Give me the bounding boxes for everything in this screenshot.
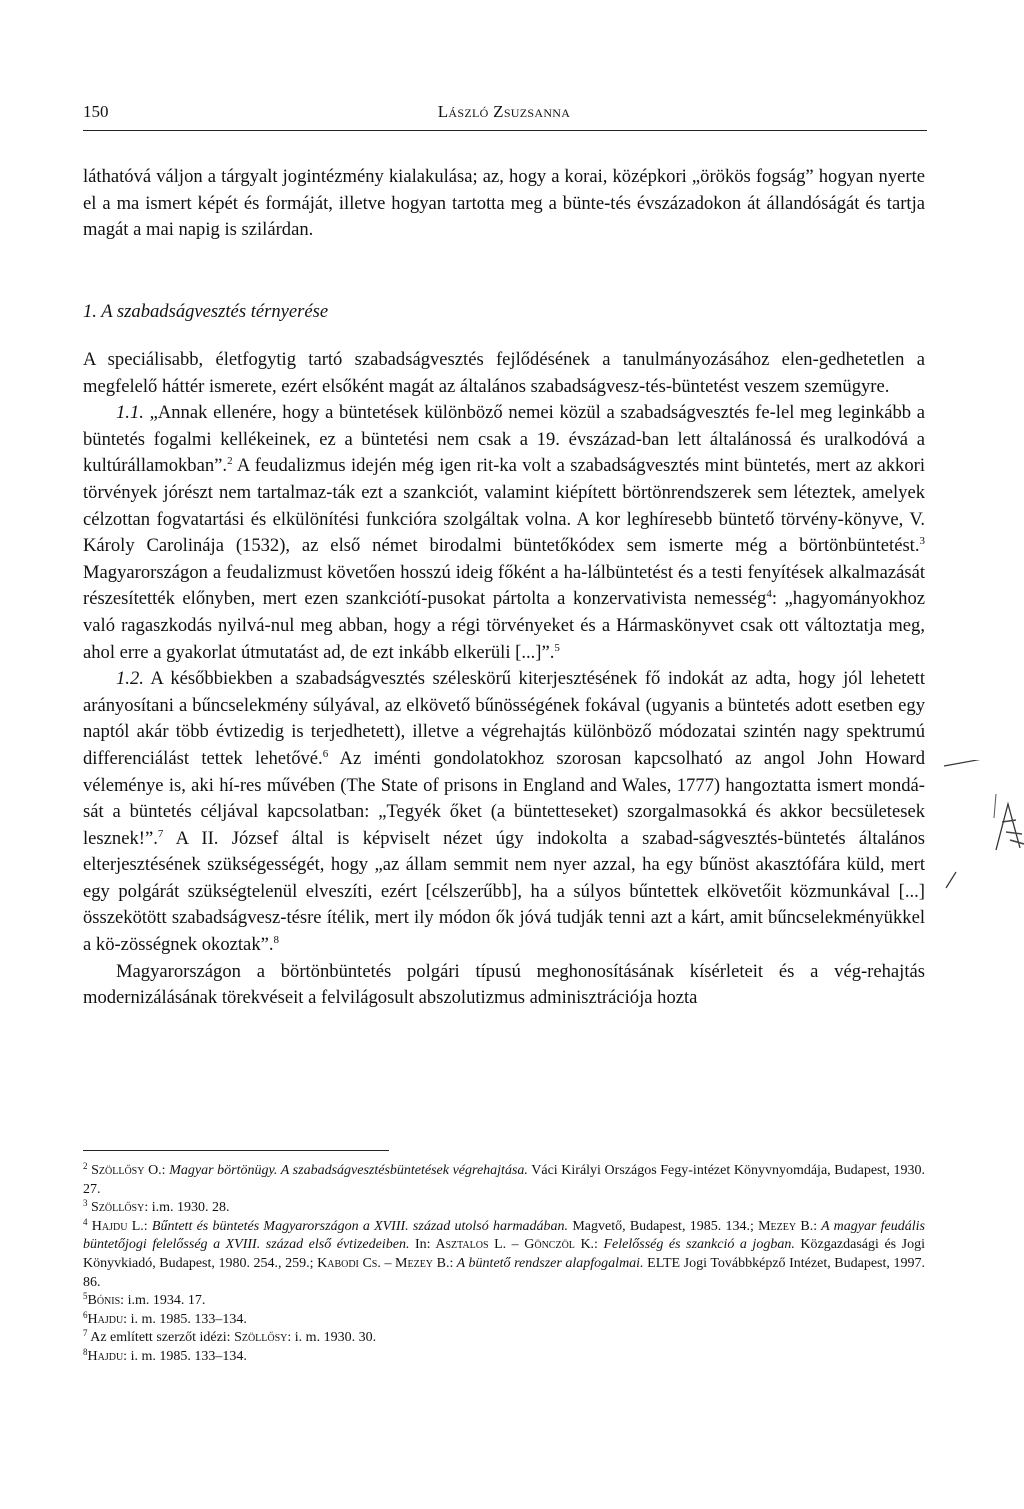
footnote-number: 5 xyxy=(83,1291,88,1302)
footnote-author: Hajdu: xyxy=(87,1348,128,1364)
footnote-title: A magyar feudális büntetőjogi felelősség a XVIII. század első évtizedeiben. xyxy=(83,1218,925,1253)
footnote-ref[interactable]: 6 xyxy=(322,747,329,760)
footnote-number: 2 xyxy=(83,1161,88,1171)
footnote-ref[interactable]: 2 xyxy=(227,455,233,468)
footnote-author: Szöllősy O.: xyxy=(91,1163,166,1178)
footnote-text: i. m. 1930. 30. xyxy=(291,1330,377,1346)
footnote-number: 4 xyxy=(83,1216,88,1227)
footnote-author: Bónis: xyxy=(87,1293,125,1309)
paragraph-1-2 xyxy=(83,666,925,959)
footnote-text: i. m. 1985. 133–134. xyxy=(127,1348,247,1364)
footnote-author: Mezey B.: xyxy=(753,1218,818,1234)
footnote-number: 7 xyxy=(83,1328,88,1339)
footnote-text: Váci Királyi Országos Fegy-intézet Könyvnyomdája, Budapest, 1930. 27. xyxy=(83,1163,925,1197)
footnote-rule xyxy=(83,1150,389,1151)
footnote-3 xyxy=(83,1199,925,1218)
main-text xyxy=(83,347,925,1012)
paragraph-text: A későbbiekben a szabadságvesztés széleskörű kiterjesztésének fő indokát az adta, hogy jól lehetett arányosítani a bűncselekmény súlyával, az elkövető bűnösségének fokával (ugyanis a büntetés adott esetben egy naptól akár több évtizedig is terjedhetett), illetve a végrehajtás különböző módozatai szintén nagy spektrumú differenciálást tettek lehetővé. xyxy=(83,668,925,769)
subsection-number: 1.2. xyxy=(116,668,144,690)
footnote-text: i.m. 1930. 28. xyxy=(148,1200,230,1216)
footnote-author: Szöllősy: xyxy=(230,1330,292,1346)
page-number: 150 xyxy=(83,102,109,121)
footnote-2 xyxy=(83,1162,925,1199)
paragraph-text: : „hagyományokhoz való ragaszkodás nyilvá-nul meg abban, hogy a régi törvényeket és a Hármaskönyvet csak ott változtatja meg, ahol erre a gyakorlat útmutatást ad, de ezt inkább elkerüli [...]”. xyxy=(83,588,925,663)
footnote-text: Magvető, Budapest, 1985. 134.; xyxy=(568,1218,754,1234)
footnote-number: 6 xyxy=(83,1309,88,1320)
header-rule xyxy=(83,130,927,131)
footnote-text: i.m. 1934. 17. xyxy=(124,1293,206,1309)
footnote-ref[interactable]: 3 xyxy=(919,535,925,548)
footnote-title: Magyar börtönügy. A szabadságvesztésbüntetések végrehajtása. xyxy=(165,1163,528,1178)
footnote-ref[interactable]: 7 xyxy=(157,827,164,840)
footnote-text: i. m. 1985. 133–134. xyxy=(127,1311,247,1327)
footnote-author: Asztalos L. – Gönczöl K.: xyxy=(430,1237,598,1253)
footnote-author: Szöllősy: xyxy=(91,1200,149,1216)
footnote-author: Kabodi Cs. – Mezey B.: xyxy=(313,1255,454,1271)
paragraph-text: Magyarországon a feudalizmust követően hosszú ideig főként a ha-lálbüntetést és a testi fenyítések alkalmazását részesítették előnyben, mert ezen szankciótí-pusokat pártolta a konzervativista nemesség xyxy=(83,561,925,610)
intro-paragraph-block xyxy=(83,164,925,244)
footnote-author: Hajdu L.: xyxy=(91,1218,148,1234)
footnote-title: Felelősség és szankció a jogban. xyxy=(597,1237,795,1253)
footnote-text: In: xyxy=(409,1237,431,1253)
footnote-title: Bűntett és büntetés Magyarországon a XVIII. század utolsó harmadában. xyxy=(147,1218,569,1234)
footnotes xyxy=(83,1162,925,1367)
footnote-8 xyxy=(83,1348,925,1367)
footnote-title: A büntető rendszer alapfogalmai. xyxy=(453,1255,644,1271)
paragraph-1: A speciálisabb, életfogytig tartó szabadságvesztés fejlődésének a tanulmányozásához elen-gedhetetlen a megfelelő háttér ismerete, ezért elsőként magát az általános szabadságvesz-tés-büntetést veszem szemügyre. xyxy=(83,349,925,397)
footnote-ref[interactable]: 8 xyxy=(273,934,280,947)
footnote-number: 3 xyxy=(83,1198,88,1209)
footnote-text: Az említett szerzőt idézi: xyxy=(87,1330,231,1346)
footnote-number: 8 xyxy=(83,1346,88,1357)
running-header xyxy=(83,96,925,126)
paragraph-text: Az iménti gondolatokhoz szorosan kapcsolható az angol John Howard véleménye is, aki hí-res művében (The State of prisons in England and Wales, 1777) hangoztatta ismert mondá-sát a büntetés céljával kapcsolatban: „Tegyék őket (a büntetteseket) szorgalmasokká és akkor becsületesek lesznek!”. xyxy=(83,747,925,849)
footnote-ref[interactable]: 5 xyxy=(554,641,560,654)
footnote-6 xyxy=(83,1311,925,1330)
paragraph-text: „Annak ellenére, hogy a büntetések különböző nemei közül a szabadságvesztés fe-lel meg leginkább a büntetés fogalmi kellékeinek, ez a büntetési nem csak a 19. évszázad-ban lett általánossá és uralkodóvá a kultúrállamokban”. xyxy=(83,402,925,477)
footnote-ref[interactable]: 4 xyxy=(766,588,772,601)
paragraph-text: A feudalizmus idején még igen rit-ka volt a szabadságvesztés mint büntetés, mert az akkori törvények jórészt nem tartalmaz-ták ezt a szankciót, valamint kiépített börtönrendszerek sem léteztek, amelyek célzottan fogvatartási és elkülönítési funkcióra szolgáltak volna. A kor leghíresebb büntető törvény-könyve, V. Károly Carolinája (1532), az első német birodalmi büntetőkódex sem ismerte még a börtönbüntetést. xyxy=(83,455,925,557)
running-title: László Zsuzsanna xyxy=(437,102,571,121)
footnote-7 xyxy=(83,1329,925,1348)
footnote-text: Közgazdasági és Jogi Könyvkiadó, Budapest, 1980. 254., 259.; xyxy=(83,1237,925,1271)
footnote-author: Hajdu: xyxy=(87,1311,128,1327)
paragraph-text: A II. József által is képviselt nézet úgy indokolta a szabad-ságvesztés-büntetés általános elterjesztésének szükségességét, hogy „az állam semmit nem nyer azzal, ha egy bűnöst akasztófára küld, mert egy polgárát szükségtelenül elveszíti, ezért [célszerűbb], ha a súlyos bűntettek elkövetőit közmunkával [...] összekötött szabadságvesz-tésre ítélik, mert ily módon ők jóvá tudják tenni azt a kárt, amit bűncselekményükkel a kö-zösségnek okoztak”. xyxy=(83,827,925,956)
subsection-number: 1.1. xyxy=(116,402,144,424)
margin-annotation-marks xyxy=(936,760,1024,900)
footnote-4 xyxy=(83,1218,925,1292)
section-heading: 1. A szabadságvesztés térnyerése xyxy=(83,301,329,322)
footnote-text: ELTE Jogi Továbbképző Intézet, Budapest, 1997. 86. xyxy=(83,1255,925,1290)
intro-paragraph: láthatóvá váljon a tárgyalt jogintézmény kialakulása; az, hogy a korai, középkori „örökös fogság” hogyan nyerte el a ma ismert képét és formáját, illetve hogyan tartotta meg a bünte-tés évszázadokon át állandóságát és tartja magát a mai napig is szilárdan. xyxy=(83,166,925,241)
footnote-5 xyxy=(83,1292,925,1311)
paragraph-4: Magyarországon a börtönbüntetés polgári típusú meghonosításának kísérleteit és a vég-rehajtás modernizálásának törekvéseit a felvilágosult abszolutizmus adminisztrációja hozta xyxy=(83,960,925,1009)
paragraph-1-1 xyxy=(83,400,925,666)
